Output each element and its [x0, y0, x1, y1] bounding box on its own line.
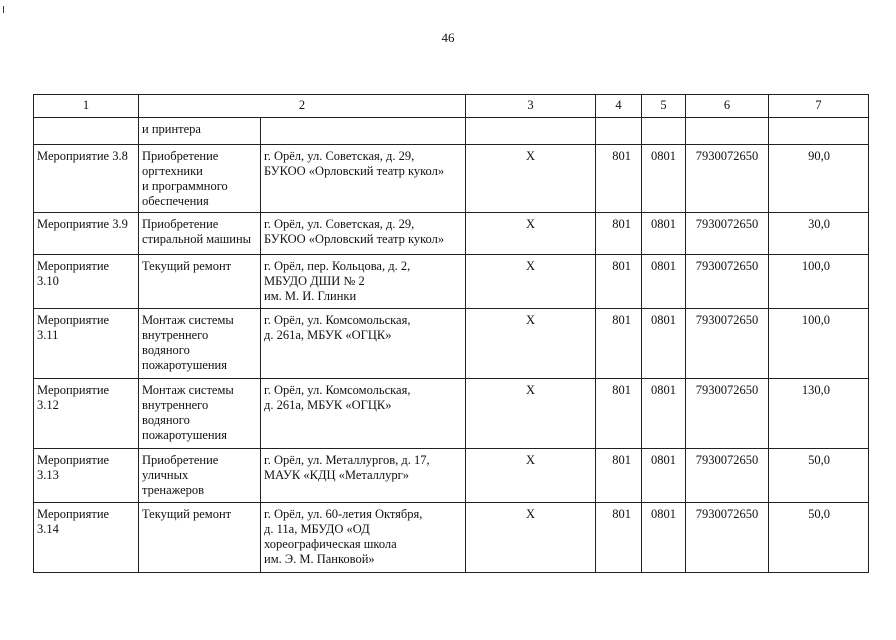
cell-col5: 0801 — [642, 379, 686, 449]
cell-col6: 7930072650 — [686, 255, 769, 309]
cell-col5: 0801 — [642, 213, 686, 255]
cell-location: г. Орёл, ул. Комсомольская, д. 261а, МБУК «ОГЦК» — [261, 309, 466, 379]
cell-col6: 7930072650 — [686, 213, 769, 255]
cell-item: Монтаж системы внутреннего водяного пожаротушения — [139, 309, 261, 379]
continuation-row — [34, 118, 869, 145]
cell-col3: X — [466, 213, 596, 255]
cell-col6 — [686, 118, 769, 145]
cell-col5: 0801 — [642, 145, 686, 213]
cell-location: г. Орёл, ул. 60-летия Октября, д. 11а, МБУДО «ОД хореографическая школа им. Э. М. Панковой» — [261, 503, 466, 573]
page-number: 46 — [441, 30, 455, 45]
cell-event: Мероприятие 3.10 — [34, 255, 139, 309]
cell-col5: 0801 — [642, 255, 686, 309]
cell-col7: 130,0 — [769, 379, 869, 449]
cell-event: Мероприятие 3.12 — [34, 379, 139, 449]
cell-col4: 801 — [596, 309, 642, 379]
header-cell: 5 — [642, 95, 686, 118]
header-cell: 6 — [686, 95, 769, 118]
header-cell: 2 — [139, 95, 466, 118]
cell-col3: X — [466, 255, 596, 309]
cell-location: г. Орёл, ул. Металлургов, д. 17, МАУК «КДЦ «Металлург» — [261, 449, 466, 503]
table-row — [34, 503, 869, 573]
cell-item: Текущий ремонт — [139, 503, 261, 573]
cell-col7: 50,0 — [769, 503, 869, 573]
cell-location: г. Орёл, ул. Советская, д. 29, БУКОО «Орловский театр кукол» — [261, 213, 466, 255]
cell-col6: 7930072650 — [686, 145, 769, 213]
cell-col7: 100,0 — [769, 309, 869, 379]
cell-col4: 801 — [596, 379, 642, 449]
cell-location: г. Орёл, ул. Комсомольская, д. 261а, МБУК «ОГЦК» — [261, 379, 466, 449]
cell-location: г. Орёл, ул. Советская, д. 29, БУКОО «Орловский театр кукол» — [261, 145, 466, 213]
cell-item: Приобретение уличных тренажеров — [139, 449, 261, 503]
cell-col3: X — [466, 309, 596, 379]
cell-col3 — [466, 118, 596, 145]
cell-event — [34, 118, 139, 145]
cell-item: Текущий ремонт — [139, 255, 261, 309]
cell-event: Мероприятие 3.14 — [34, 503, 139, 573]
cell-item: Приобретение стиральной машины — [139, 213, 261, 255]
cell-col4: 801 — [596, 449, 642, 503]
table-row — [34, 213, 869, 255]
cell-location: г. Орёл, пер. Кольцова, д. 2, МБУДО ДШИ № 2 им. М. И. Глинки — [261, 255, 466, 309]
cell-col7: 100,0 — [769, 255, 869, 309]
cell-event: Мероприятие 3.8 — [34, 145, 139, 213]
cell-col7 — [769, 118, 869, 145]
cell-col4 — [596, 118, 642, 145]
cell-col3: X — [466, 379, 596, 449]
cell-item: и принтера — [139, 118, 261, 145]
cell-col6: 7930072650 — [686, 309, 769, 379]
cell-col3: X — [466, 145, 596, 213]
cell-event: Мероприятие 3.13 — [34, 449, 139, 503]
cell-col5: 0801 — [642, 309, 686, 379]
table-row — [34, 255, 869, 309]
table-row — [34, 449, 869, 503]
cell-event: Мероприятие 3.9 — [34, 213, 139, 255]
margin-mark — [3, 6, 4, 13]
cell-col6: 7930072650 — [686, 449, 769, 503]
cell-col4: 801 — [596, 213, 642, 255]
cell-col4: 801 — [596, 503, 642, 573]
cell-col5: 0801 — [642, 503, 686, 573]
cell-col3: X — [466, 449, 596, 503]
cell-location — [261, 118, 466, 145]
cell-col7: 90,0 — [769, 145, 869, 213]
cell-col6: 7930072650 — [686, 503, 769, 573]
budget-table — [33, 94, 869, 573]
cell-col5 — [642, 118, 686, 145]
header-cell: 3 — [466, 95, 596, 118]
table-row — [34, 309, 869, 379]
table-row — [34, 379, 869, 449]
cell-event: Мероприятие 3.11 — [34, 309, 139, 379]
cell-col6: 7930072650 — [686, 379, 769, 449]
cell-col7: 50,0 — [769, 449, 869, 503]
header-cell: 7 — [769, 95, 869, 118]
table-row — [34, 145, 869, 213]
cell-item: Приобретение оргтехники и программного обеспечения — [139, 145, 261, 213]
header-cell: 4 — [596, 95, 642, 118]
cell-col4: 801 — [596, 145, 642, 213]
header-row — [34, 95, 869, 118]
header-cell: 1 — [34, 95, 139, 118]
cell-col7: 30,0 — [769, 213, 869, 255]
cell-col5: 0801 — [642, 449, 686, 503]
cell-col3: X — [466, 503, 596, 573]
cell-col4: 801 — [596, 255, 642, 309]
cell-item: Монтаж системы внутреннего водяного пожаротушения — [139, 379, 261, 449]
